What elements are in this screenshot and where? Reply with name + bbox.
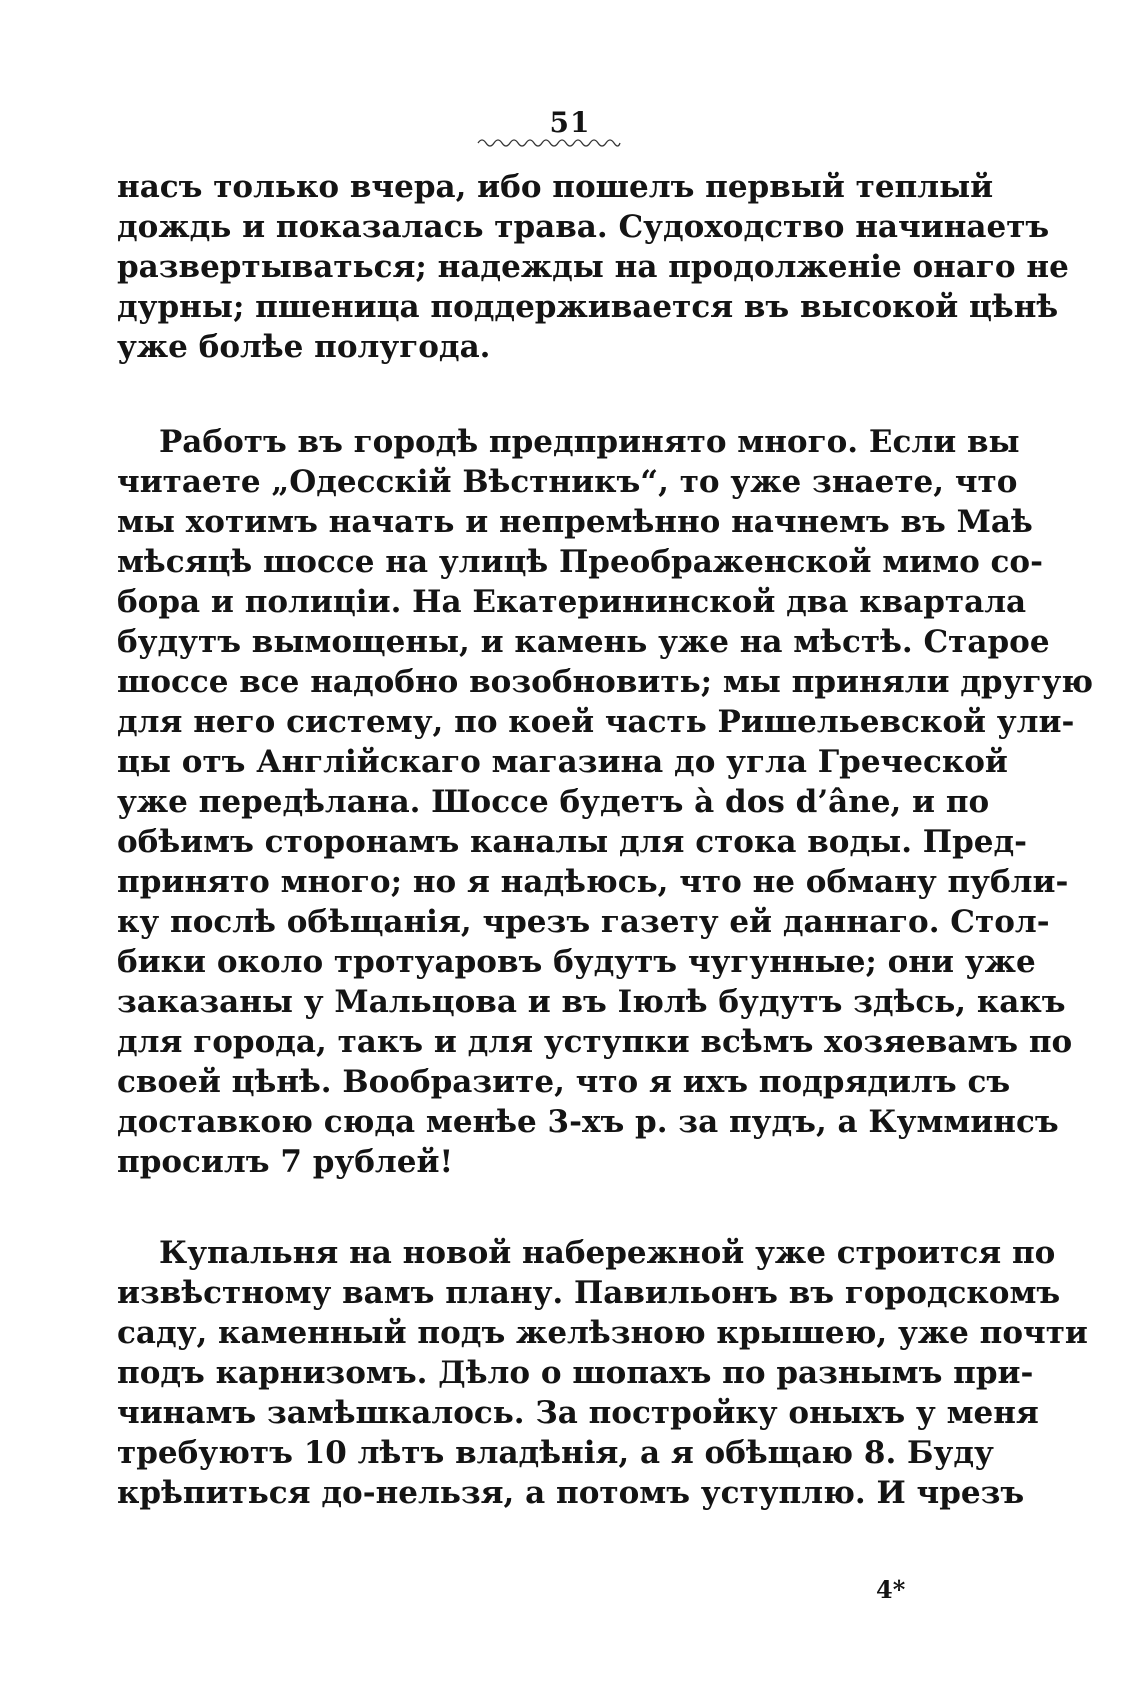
text-line: просилъ 7 рублей! [117, 1144, 454, 1180]
text-line: шоссе все надобно возобновить; мы приняли другую [117, 664, 1094, 700]
page-number: 51 [549, 106, 591, 139]
paragraph-3 [117, 1233, 1088, 1513]
printer-signature-mark: 4* [876, 1575, 906, 1604]
text-line: насъ только вчера, ибо пошелъ первый теплый [117, 169, 994, 205]
text-line: мѣсяцѣ шоссе на улицѣ Преображенской мимо со- [117, 544, 1043, 580]
text-line: Купальня на новой набережной уже строится по [159, 1235, 1056, 1271]
text-line: бора и полиціи. На Екатерининской два квартала [117, 584, 1027, 620]
text-line: для города, такъ и для уступки всѣмъ хозяевамъ по [117, 1024, 1073, 1060]
text-line: читаете „Одесскій Вѣстникъ“, то уже знаете, что [117, 464, 1018, 500]
text-line: обѣимъ сторонамъ каналы для стока воды. Пред- [117, 824, 1027, 860]
text-line: саду, каменный подъ желѣзною крышею, уже почти [117, 1315, 1088, 1351]
text-line: цы отъ Англійскаго магазина до угла Греческой [117, 744, 1008, 780]
decorative-wavy-rule [478, 136, 620, 146]
text-line: заказаны у Мальцова и въ Іюлѣ будутъ здѣсь, какъ [117, 984, 1066, 1020]
text-line: мы хотимъ начать и непремѣнно начнемъ въ Маѣ [117, 504, 1033, 540]
text-line: ку послѣ обѣщанія, чрезъ газету ей даннаго. Стол- [117, 904, 1050, 940]
text-line: доставкою сюда менѣе 3-хъ р. за пудъ, а Кумминсъ [117, 1104, 1059, 1140]
text-line: будутъ вымощены, и камень уже на мѣстѣ. Старое [117, 624, 1050, 660]
text-line: требуютъ 10 лѣтъ владѣнія, а я обѣщаю 8. Буду [117, 1435, 994, 1471]
text-line: бики около тротуаровъ будутъ чугунные; они уже [117, 944, 1036, 980]
text-line: уже передѣлана. Шоссе будетъ à dos d’âne, и по [117, 784, 990, 820]
text-line: крѣпиться до-нельзя, а потомъ уступлю. И чрезъ [117, 1475, 1025, 1511]
text-line: для него систему, по коей часть Ришельевской ули- [117, 704, 1075, 740]
text-line: подъ карнизомъ. Дѣло о шопахъ по разнымъ при- [117, 1355, 1034, 1391]
paragraph-2 [117, 422, 1094, 1182]
text-line: Работъ въ городѣ предпринято много. Если вы [159, 424, 1020, 460]
text-line: чинамъ замѣшкалось. За постройку оныхъ у меня [117, 1395, 1039, 1431]
text-line: принято много; но я надѣюсь, что не обману публи- [117, 864, 1069, 900]
text-line: своей цѣнѣ. Вообразите, что я ихъ подрядилъ съ [117, 1064, 1011, 1100]
paragraph-1 [117, 167, 1069, 367]
text-line: дурны; пшеница поддерживается въ высокой цѣнѣ [117, 289, 1059, 325]
text-line: развертываться; надежды на продолженіе онаго не [117, 249, 1069, 285]
text-line: дождь и показалась трава. Судоходство начинаетъ [117, 209, 1050, 245]
text-line: извѣстному вамъ плану. Павильонъ въ городскомъ [117, 1275, 1061, 1311]
text-line: уже болѣе полугода. [117, 329, 491, 365]
